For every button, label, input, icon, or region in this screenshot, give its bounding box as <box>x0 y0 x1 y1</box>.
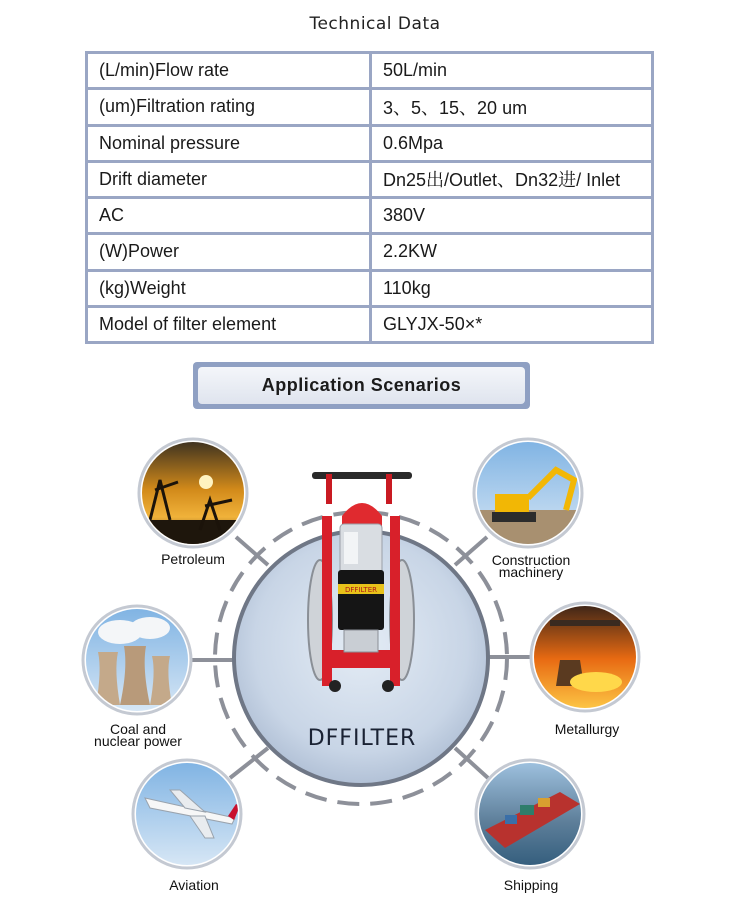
spec-label: Model of filter element <box>88 308 369 341</box>
spec-label: Nominal pressure <box>88 127 369 160</box>
scenario-label-line: Construction <box>491 552 571 568</box>
scenario-label-line: Shipping <box>503 877 559 893</box>
construction-thumbnail <box>474 439 585 550</box>
scenario-label-line: Aviation <box>169 877 219 893</box>
section-title: Application Scenarios <box>198 367 525 404</box>
application-scenarios-banner <box>193 362 530 409</box>
scenario-graphic <box>0 420 750 909</box>
page-title: Technical Data <box>309 14 441 34</box>
petroleum-thumbnail <box>139 439 250 550</box>
brand-label: DFFILTER <box>307 726 417 751</box>
spec-label: (L/min)Flow rate <box>88 54 369 87</box>
shipping-thumbnail <box>476 760 587 871</box>
scenario-label-line: Petroleum <box>161 551 225 567</box>
table-row <box>88 272 651 305</box>
spec-label: AC <box>88 199 369 232</box>
table-row <box>88 163 651 196</box>
scenario-label-shipping <box>481 879 581 891</box>
table-row <box>88 235 651 268</box>
spec-value: 3、5、15、20 um <box>372 90 651 123</box>
scenario-label-aviation <box>144 879 244 891</box>
spec-value: 110kg <box>372 272 651 305</box>
spec-value: 2.2KW <box>372 235 651 268</box>
spec-value: 0.6Mpa <box>372 127 651 160</box>
cartridge-label: DFFILTER <box>344 586 378 594</box>
spec-label: Drift diameter <box>88 163 369 196</box>
spec-value: Dn25出/Outlet、Dn32进/ Inlet <box>372 163 651 196</box>
table-row <box>88 199 651 232</box>
table-row <box>88 54 651 87</box>
coal-nuclear-thumbnail <box>83 606 194 717</box>
spec-label: (um)Filtration rating <box>88 90 369 123</box>
aviation-thumbnail <box>133 760 244 871</box>
filter-cart-image <box>308 472 414 692</box>
spec-label: (W)Power <box>88 235 369 268</box>
table-row <box>88 308 651 341</box>
spec-value: 380V <box>372 199 651 232</box>
technical-data-table <box>85 51 654 344</box>
scenario-label-line: Metallurgy <box>554 721 620 737</box>
table-row <box>88 90 651 123</box>
scenario-label-line: Coal and <box>109 721 167 737</box>
metallurgy-thumbnail <box>531 603 642 714</box>
scenario-label-petroleum <box>143 553 243 565</box>
scenario-label-construction <box>476 554 586 578</box>
table-row <box>88 127 651 160</box>
spec-label: (kg)Weight <box>88 272 369 305</box>
scenario-label-line: machinery <box>498 564 564 580</box>
spec-value: GLYJX-50×* <box>372 308 651 341</box>
application-diagram <box>0 420 750 909</box>
spec-value: 50L/min <box>372 54 651 87</box>
scenario-label-coal <box>82 723 194 747</box>
scenario-label-metallurgy <box>535 723 639 735</box>
scenario-label-line: nuclear power <box>94 733 182 749</box>
